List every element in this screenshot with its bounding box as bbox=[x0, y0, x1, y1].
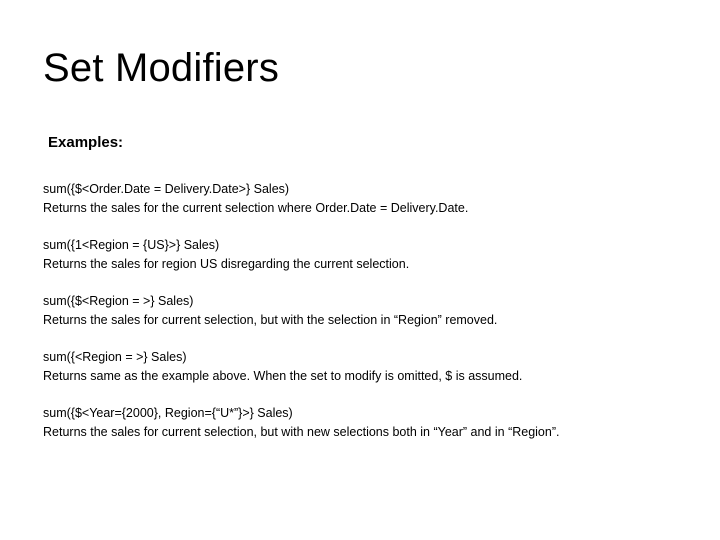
example-description: Returns the sales for the current selection where Order.Date = Delivery.Date. bbox=[43, 201, 469, 215]
example-item bbox=[43, 292, 713, 330]
example-item bbox=[43, 348, 713, 386]
example-expression: sum({$<Order.Date = Delivery.Date>} Sales) bbox=[43, 182, 290, 196]
example-item bbox=[43, 404, 713, 442]
examples-list bbox=[43, 180, 713, 460]
slide-title: Set Modifiers bbox=[43, 46, 280, 90]
example-item bbox=[43, 180, 713, 218]
example-description: Returns the sales for current selection, but with the selection in “Region” removed. bbox=[43, 313, 498, 327]
example-expression: sum({$<Year={2000}, Region={“U*”}>} Sales) bbox=[43, 406, 293, 420]
examples-heading: Examples: bbox=[48, 134, 124, 151]
example-expression: sum({1<Region = {US}>} Sales) bbox=[43, 238, 220, 252]
example-description: Returns the sales for region US disregarding the current selection. bbox=[43, 257, 410, 271]
example-expression: sum({$<Region = >} Sales) bbox=[43, 294, 194, 308]
example-description: Returns the sales for current selection, but with new selections both in “Year” and in “Region”. bbox=[43, 425, 560, 439]
example-item bbox=[43, 236, 713, 274]
example-description: Returns same as the example above. When the set to modify is omitted, $ is assumed. bbox=[43, 369, 523, 383]
example-expression: sum({<Region = >} Sales) bbox=[43, 350, 187, 364]
